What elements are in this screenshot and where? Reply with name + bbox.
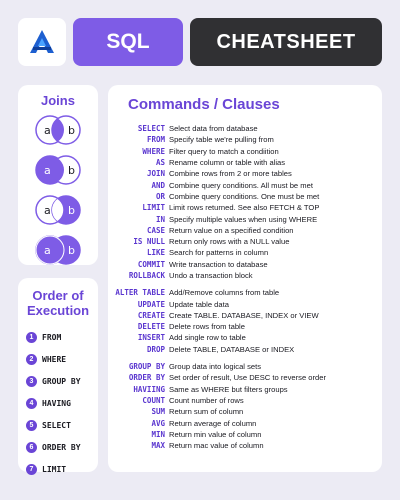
command-row (108, 372, 382, 383)
command-description: Add/Remove columns from table (169, 288, 280, 298)
command-row (108, 157, 382, 168)
step-number: 3 (26, 376, 37, 387)
command-description: Write transaction to database (169, 259, 268, 269)
command-keyword: CASE (146, 225, 165, 235)
command-row (108, 310, 382, 321)
command-row (108, 384, 382, 395)
command-description: Filter query to match a condiition (169, 146, 279, 156)
header (18, 18, 382, 66)
command-description: Rename column or table with alias (169, 158, 286, 168)
command-keyword: OR (155, 191, 165, 201)
command-row (108, 179, 382, 190)
command-description: Specify table we're pulling from (169, 135, 274, 145)
order-title-line1: Order of (32, 288, 84, 303)
command-description: Set order of result, Use DESC to reverse order (169, 373, 326, 383)
command-row (108, 344, 382, 355)
command-keyword: INSERT (137, 333, 165, 343)
order-list (18, 326, 98, 480)
step-number: 5 (26, 420, 37, 431)
command-description: Combine rows from 2 or more tables (169, 169, 292, 179)
command-row (108, 298, 382, 309)
command-row (108, 191, 382, 202)
command-description: Combine query conditions. One must be met (169, 191, 320, 201)
command-row (108, 168, 382, 179)
command-keyword: ORDER BY (128, 373, 165, 383)
order-step (26, 370, 98, 392)
set-a-label: a (44, 124, 51, 137)
command-description: Return value on a specified condition (169, 225, 294, 235)
command-description: Return sum of column (169, 407, 244, 417)
command-row (108, 395, 382, 406)
command-description: Limit rows returned. See also FETCH & TOP (169, 203, 320, 213)
command-description: Delete TABLE, DATABASE or INDEX (169, 344, 295, 354)
command-description: Return mac value of column (169, 441, 264, 451)
command-description: Delete rows from table (169, 322, 245, 332)
command-description: Group data into logical sets (169, 362, 262, 372)
command-keyword: FROM (146, 135, 165, 145)
command-description: Add single row to table (169, 333, 246, 343)
command-description: Return min value of column (169, 429, 262, 439)
command-row (108, 361, 382, 372)
command-keyword: GROUP BY (128, 362, 165, 372)
command-keyword: JOIN (146, 169, 165, 179)
set-b-label: b (68, 204, 75, 217)
command-keyword: DELETE (137, 322, 165, 332)
command-row (108, 287, 382, 298)
brand-logo (18, 18, 66, 66)
command-description: Same as WHERE but filters groups (169, 384, 288, 394)
command-keyword: AS (155, 158, 165, 168)
set-a-label: a (44, 244, 51, 257)
order-step (26, 414, 98, 436)
command-description: Count number of rows (169, 395, 244, 405)
command-keyword: ALTER TABLE (115, 288, 165, 298)
left-join-diagram (18, 114, 98, 146)
logo-icon (27, 27, 57, 57)
command-keyword: AVG (151, 418, 165, 428)
joins-card (18, 85, 98, 265)
command-description: Return average of column (169, 418, 257, 428)
commands-group-ddl (108, 287, 382, 355)
sql-badge: SQL (73, 18, 183, 66)
order-title (18, 288, 98, 318)
cheatsheet-banner: CHEATSHEET (190, 18, 382, 66)
order-step (26, 326, 98, 348)
order-step (26, 458, 98, 480)
command-row (108, 321, 382, 332)
command-row (108, 213, 382, 224)
command-keyword: HAVIING (133, 384, 165, 394)
command-description: Specify multiple values when using WHERE (169, 214, 318, 224)
command-description: Return only rows with a NULL value (169, 237, 290, 247)
step-keyword: FROM (42, 332, 62, 342)
command-keyword: MIN (151, 429, 165, 439)
step-number: 2 (26, 354, 37, 365)
command-keyword: LIKE (146, 248, 165, 258)
command-row (108, 225, 382, 236)
step-keyword: LIMIT (42, 464, 67, 474)
command-keyword: SELECT (137, 124, 165, 134)
step-number: 1 (26, 332, 37, 343)
commands-group-aggregate (108, 361, 382, 451)
step-number: 4 (26, 398, 37, 409)
commands-group-basic (108, 123, 382, 281)
command-description: Combine query conditions. All must be met (169, 180, 313, 190)
command-row (108, 146, 382, 157)
commands-title: Commands / Clauses (128, 96, 280, 113)
command-keyword: IS NULL (133, 237, 165, 247)
step-number: 7 (26, 464, 37, 475)
command-keyword: WHERE (142, 146, 165, 156)
command-description: Undo a transaction block (169, 271, 253, 280)
commands-card (108, 85, 382, 472)
command-keyword: IN (155, 214, 165, 224)
command-keyword: COMMIT (137, 259, 165, 269)
command-row (108, 332, 382, 343)
command-keyword: AND (151, 180, 165, 190)
command-row (108, 247, 382, 258)
set-a-label: a (44, 204, 51, 217)
order-of-execution-card (18, 278, 98, 472)
step-keyword: HAVING (42, 398, 71, 408)
command-row (108, 406, 382, 417)
command-row (108, 417, 382, 428)
command-keyword: COUNT (142, 395, 165, 405)
command-row (108, 202, 382, 213)
command-keyword: SUM (151, 407, 165, 417)
command-description: Select data from database (169, 124, 258, 134)
step-keyword: GROUP BY (42, 376, 81, 386)
command-description: Update table data (169, 299, 229, 309)
command-keyword: CREATE (137, 310, 165, 320)
set-b-label: b (68, 124, 75, 137)
step-keyword: ORDER BY (42, 442, 81, 452)
command-description: Search for patterns in column (169, 248, 269, 258)
command-keyword: LIMIT (142, 203, 165, 213)
command-row (108, 259, 382, 270)
joins-title: Joins (41, 93, 75, 108)
right-join-diagram (18, 194, 98, 226)
step-number: 6 (26, 442, 37, 453)
command-row (108, 123, 382, 134)
command-row (108, 236, 382, 247)
set-a-label: a (44, 164, 51, 177)
command-description: Create TABLE. DATABASE, INDEX or VIEW (169, 310, 319, 320)
order-step (26, 348, 98, 370)
set-b-label: b (68, 244, 75, 257)
command-row (108, 440, 382, 451)
command-keyword: ROLLBACK (128, 271, 165, 280)
command-row (108, 134, 382, 145)
full-join-diagram (18, 234, 98, 266)
command-keyword: UPDATE (137, 299, 165, 309)
order-title-line2: Execution (26, 303, 90, 318)
command-keyword: MAX (151, 441, 165, 451)
step-keyword: WHERE (42, 354, 67, 364)
step-keyword: SELECT (42, 420, 71, 430)
inner-join-diagram (18, 154, 98, 186)
order-step (26, 436, 98, 458)
set-b-label: b (68, 164, 75, 177)
order-step (26, 392, 98, 414)
command-keyword: DROP (146, 344, 165, 354)
command-row (108, 429, 382, 440)
command-row (108, 270, 382, 281)
